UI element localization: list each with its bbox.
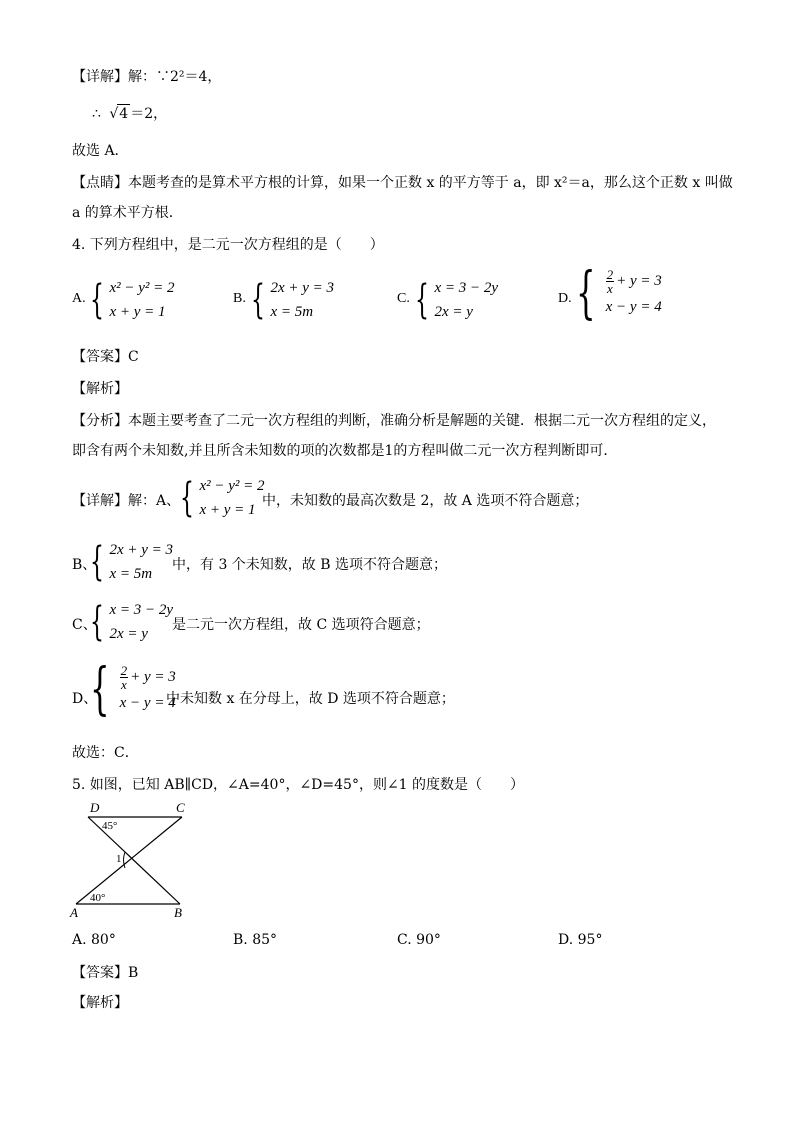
- sqrt-radicand: 4: [119, 106, 129, 122]
- answer-value: C: [128, 349, 139, 365]
- q4-detail-b-prefix: B、: [72, 557, 97, 573]
- dianjing-line2: a 的算术平方根．: [72, 205, 183, 221]
- eq: 2x = y: [109, 626, 148, 642]
- q4-detail-c-prefix: C、: [72, 617, 97, 633]
- fenxi-text: 本题主要考查了二元一次方程组的判断，准确分析是解题的关键．根据二元一次方程组的定义，: [128, 413, 716, 429]
- angle-1-label: 1: [116, 853, 122, 865]
- q4-fenxi-line2: 即含有两个未知数,并且所含未知数的项的次数都是1的方程叫做二元一次方程判断即可．: [72, 443, 618, 459]
- q4-option-c-system: { x = 3 − 2y 2x = y: [415, 277, 499, 323]
- eq: 2x + y = 3: [109, 542, 174, 558]
- q4-stem: 4. 下列方程组中，是二元一次方程组的是（ ）: [72, 237, 384, 253]
- eq: + y = 3: [130, 668, 176, 685]
- q4-option-b-system: { 2x + y = 3 x = 5m: [251, 277, 335, 323]
- q4-option-d-label: D.: [558, 291, 572, 306]
- detail-text: 解：∵2²＝4，: [128, 69, 222, 85]
- eq: x² − y² = 2: [109, 280, 175, 296]
- q4-option-b-label: B.: [233, 291, 246, 306]
- therefore-line: ∴ √4 ＝2，: [92, 106, 168, 122]
- angle-d-label: 45°: [102, 820, 118, 832]
- q4-detail-c-system: { x = 3 − 2y 2x = y: [90, 599, 174, 645]
- frac-num: 2: [606, 267, 614, 282]
- therefore-symbol: ∴: [92, 106, 101, 122]
- q5-option-d: D. 95°: [558, 932, 603, 948]
- eq: x = 3 − 2y: [109, 602, 174, 618]
- detail-line: [72, 68, 221, 86]
- eq: 2x + y = 3: [270, 280, 335, 296]
- eq: x − y = 4: [119, 695, 176, 711]
- eq: 2x = y: [434, 304, 473, 320]
- detail-tag: 【详解】: [72, 69, 128, 85]
- q4-detail-c-text: 是二元一次方程组，故 C 选项符合题意；: [172, 617, 430, 633]
- eq: x = 3 − 2y: [434, 280, 499, 296]
- q5-answer: [72, 964, 138, 982]
- dianjing-line1: [72, 174, 733, 192]
- q5-option-c: C. 90°: [397, 932, 441, 948]
- label-d: D: [90, 800, 100, 815]
- q4-option-c-label: C.: [397, 291, 410, 306]
- q5-analysis-tag: 【解析】: [72, 995, 128, 1011]
- eq: x − y = 4: [605, 299, 662, 315]
- q4-analysis-tag: 【解析】: [72, 381, 128, 397]
- label-c: C: [176, 800, 185, 815]
- detail-prefix: 解：A、: [128, 493, 181, 509]
- answer-tag: 【答案】: [72, 349, 128, 365]
- eq: x + y = 1: [199, 502, 256, 518]
- q4-option-a-system: { x² − y² = 2 x + y = 1: [90, 277, 175, 323]
- answer-value: B: [128, 965, 139, 981]
- answer-tag: 【答案】: [72, 965, 128, 981]
- detail-tag: 【详解】: [72, 493, 128, 509]
- q4-choice: 故选：C．: [72, 745, 139, 761]
- q4-answer: [72, 348, 139, 366]
- frac-den: x: [607, 281, 613, 296]
- eq: + y = 3: [616, 272, 662, 289]
- angle-a-label: 40°: [90, 892, 106, 904]
- q5-figure: [68, 800, 198, 920]
- label-b: B: [174, 905, 182, 920]
- q4-detail-a-system: { x² − y² = 2 x + y = 1: [180, 475, 265, 521]
- q4-detail-b-system: { 2x + y = 3 x = 5m: [90, 539, 174, 585]
- q4-detail-d-prefix: D、: [72, 691, 98, 707]
- q4-detail-d-text: 中未知数 x 在分母上，故 D 选项不符合题意；: [166, 691, 455, 707]
- q5-stem: 5. 如图，已知 AB∥CD，∠A=40°，∠D=45°，则∠1 的度数是（ ）: [72, 777, 525, 793]
- frac-den: x: [121, 677, 127, 692]
- q4-fenxi-line1: [72, 412, 716, 430]
- eq: x = 5m: [270, 304, 314, 320]
- dianjing-tag: 【点睛】: [72, 175, 128, 191]
- q4-detail-a-prefix: [72, 490, 180, 510]
- eq: x + y = 1: [109, 304, 166, 320]
- q4-option-a-label: A.: [72, 291, 86, 306]
- angle-1-arc: [124, 852, 126, 868]
- dianjing-text: 本题考查的是算术平方根的计算，如果一个正数 x 的平方等于 a，即 x²＝a，那么这个正数 x 叫做: [128, 175, 733, 191]
- q5-option-a: A. 80°: [72, 932, 116, 948]
- q4-detail-d-system: { $\frac{2}{x}$ + y = 3 x − y = 4: [90, 656, 176, 722]
- frac-num: 2: [120, 663, 128, 678]
- q4-detail-a-text: 中，未知数的最高次数是 2，故 A 选项不符合题意；: [262, 493, 589, 509]
- label-a: A: [70, 905, 78, 920]
- fenxi-tag: 【分析】: [72, 413, 128, 429]
- eq: x = 5m: [109, 566, 153, 582]
- q4-option-d-system: { $\frac{2}{x}$ + y = 3 x − y = 4: [576, 260, 662, 326]
- therefore-rest: ＝2，: [130, 106, 168, 122]
- choice-line: 故选 A．: [72, 143, 129, 159]
- eq: x² − y² = 2: [199, 478, 265, 494]
- q5-option-b: B. 85°: [233, 932, 278, 948]
- q4-detail-b-text: 中，有 3 个未知数，故 B 选项不符合题意；: [172, 557, 447, 573]
